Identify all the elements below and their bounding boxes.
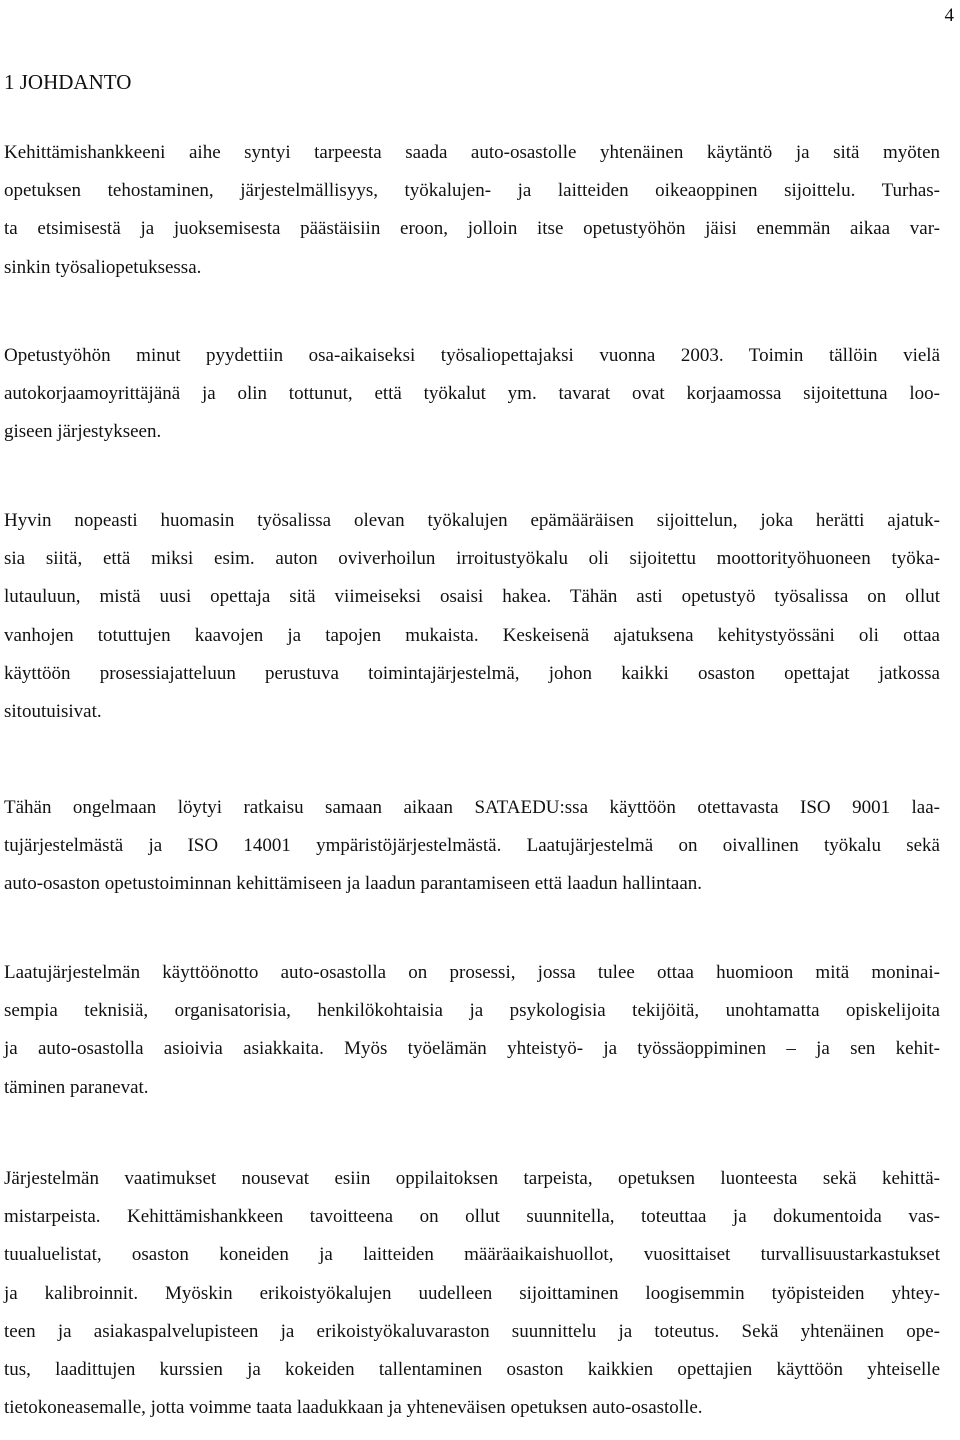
paragraph-line: tuualuelistat, osaston koneiden ja laitteiden määräaikaishuollot, vuosittaiset turvallisuustarkastukset — [4, 1244, 940, 1266]
paragraph-line: Tähän ongelmaan löytyi ratkaisu samaan aikaan SATAEDU:ssa käyttöön otettavasta ISO 9001 laa- — [4, 797, 940, 818]
paragraph-line: giseen järjestykseen. — [4, 421, 162, 443]
paragraph-line: tietokoneasemalle, jotta voimme taata laadukkaan ja yhteneväisen opetuksen auto-osastolle. — [4, 1397, 703, 1419]
paragraph-line: sia siitä, että miksi esim. auton oviverhoilun irroitustyökalu oli sijoitettu moottorityöhuoneen työka- — [4, 548, 940, 570]
paragraph-2 — [4, 337, 940, 452]
paragraph-line: mistarpeista. Kehittämishankkeen tavoitteena on ollut suunnitella, toteuttaa ja dokumentoida vas- — [4, 1206, 940, 1228]
paragraph-line: auto-osaston opetustoiminnan kehittämiseen ja laadun parantamiseen että laadun hallintaan. — [4, 873, 703, 895]
page-number: 4 — [944, 5, 954, 26]
paragraph-line: autokorjaamoyrittäjänä ja olin tottunut, että työkalut ym. tavarat ovat korjaamossa sijoitettuna loo- — [4, 383, 940, 405]
paragraph-line: ja auto-osastolla asioivia asiakkaita. Myös työelämän yhteistyö- ja työssäoppiminen – ja sen kehit- — [4, 1038, 940, 1060]
paragraph-6 — [4, 1160, 940, 1427]
paragraph-5 — [4, 954, 940, 1107]
paragraph-line: täminen paranevat. — [4, 1076, 149, 1098]
paragraph-line: Järjestelmän vaatimukset nousevat esiin oppilaitoksen tarpeista, opetuksen luonteesta sekä kehittä- — [4, 1168, 940, 1189]
paragraph-line: ta etsimisestä ja juoksemisesta päästäisiin eroon, jolloin itse opetustyöhön jäisi enemmän aikaa var- — [4, 218, 940, 240]
paragraph-4 — [4, 789, 940, 904]
paragraph-line: käyttöön prosessiajatteluun perustuva toimintajärjestelmä, johon kaikki osaston opettajat jatkossa — [4, 662, 940, 684]
paragraph-line: teen ja asiakaspalvelupisteen ja erikoistyökaluvaraston suunnittelu ja toteutus. Sekä yhtenäinen ope- — [4, 1320, 940, 1342]
paragraph-line: Laatujärjestelmän käyttöönotto auto-osastolla on prosessi, jossa tulee ottaa huomioon mitä moninai- — [4, 962, 940, 983]
paragraph-line: ja kalibroinnit. Myöskin erikoistyökalujen uudelleen sijoittaminen loogisemmin työpisteiden yhtey- — [4, 1282, 940, 1304]
paragraph-line: sempia teknisiä, organisatorisia, henkilökohtaisia ja psykologisia tekijöitä, unohtamatta opiskelijoita — [4, 1000, 940, 1022]
paragraph-line: Hyvin nopeasti huomasin työsalissa olevan työkalujen epämääräisen sijoittelun, joka herätti ajatuk- — [4, 510, 940, 531]
paragraph-3 — [4, 502, 940, 731]
paragraph-line: Kehittämishankkeeni aihe syntyi tarpeesta saada auto-osastolle yhtenäinen käytäntö ja sitä myöten — [4, 142, 940, 163]
paragraph-1 — [4, 134, 940, 287]
paragraph-line: sinkin työsaliopetuksessa. — [4, 256, 202, 278]
paragraph-line: vanhojen totuttujen kaavojen ja tapojen mukaista. Keskeisenä ajatuksena kehitystyössäni oli ottaa — [4, 624, 940, 646]
paragraph-line: opetuksen tehostaminen, järjestelmällisyys, työkalujen- ja laitteiden oikeaoppinen sijoittelu. Turhas- — [4, 180, 940, 202]
paragraph-line: lutauluun, mistä uusi opettaja sitä viimeiseksi osaisi hakea. Tähän asti opetustyö työsalissa on ollut — [4, 586, 940, 608]
paragraph-line: tujärjestelmästä ja ISO 14001 ympäristöjärjestelmästä. Laatujärjestelmä on oivallinen työkalu sekä — [4, 835, 940, 857]
paragraph-line: Opetustyöhön minut pyydettiin osa-aikaiseksi työsaliopettajaksi vuonna 2003. Toimin tällöin vielä — [4, 345, 940, 366]
section-heading: 1 JOHDANTO — [4, 70, 132, 94]
paragraph-line: tus, laadittujen kurssien ja kokeiden tallentaminen osaston kaikkien opettajien käyttöön yhteiselle — [4, 1359, 940, 1381]
paragraph-line: sitoutuisivat. — [4, 701, 102, 723]
